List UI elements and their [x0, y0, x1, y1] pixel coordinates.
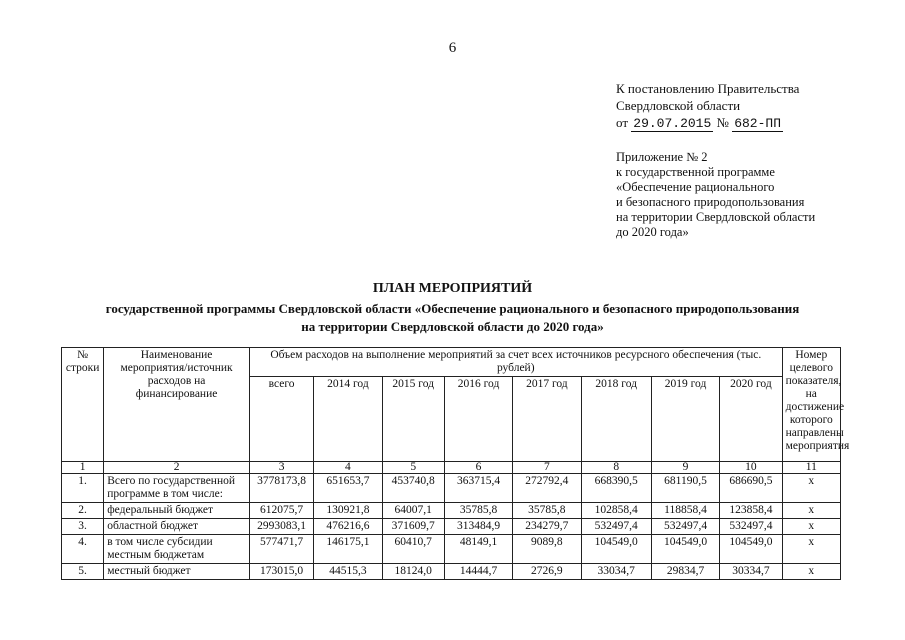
row-value: 104549,0 — [651, 535, 719, 564]
table-row — [62, 474, 841, 503]
row-value: 3778173,8 — [249, 474, 313, 503]
row-value: 123858,4 — [720, 503, 782, 519]
page-number: 6 — [448, 40, 457, 56]
row-target: x — [782, 564, 840, 580]
row-target: x — [782, 535, 840, 564]
column-index: 11 — [782, 462, 840, 474]
row-value: 612075,7 — [249, 503, 313, 519]
table-row — [62, 519, 841, 535]
activities-plan-table — [61, 347, 850, 580]
decree-reference — [616, 80, 799, 132]
row-value: 173015,0 — [249, 564, 313, 580]
row-value: 130921,8 — [314, 503, 382, 519]
decree-line: К постановлению Правительства — [616, 81, 800, 96]
row-target: x — [782, 519, 840, 535]
row-value: 371609,7 — [382, 519, 444, 535]
column-index: 10 — [720, 462, 782, 474]
document-subtitle — [80, 300, 825, 336]
row-number: 5. — [62, 564, 104, 580]
row-value: 35785,8 — [444, 503, 512, 519]
header-year: 2017 год — [513, 377, 581, 462]
row-number: 3. — [62, 519, 104, 535]
appendix-line: на территории Свердловской области — [616, 210, 816, 224]
row-number: 2. — [62, 503, 104, 519]
row-target: x — [782, 474, 840, 503]
row-value: 532497,4 — [651, 519, 719, 535]
row-value: 532497,4 — [720, 519, 782, 535]
row-name: областной бюджет — [104, 519, 250, 535]
row-value: 577471,7 — [249, 535, 313, 564]
row-value: 2993083,1 — [249, 519, 313, 535]
row-value: 14444,7 — [444, 564, 512, 580]
row-value: 48149,1 — [444, 535, 512, 564]
column-index: 8 — [581, 462, 651, 474]
row-value: 30334,7 — [720, 564, 782, 580]
row-target: x — [782, 503, 840, 519]
row-value: 313484,9 — [444, 519, 512, 535]
column-index: 3 — [249, 462, 313, 474]
row-value: 102858,4 — [581, 503, 651, 519]
row-value: 60410,7 — [382, 535, 444, 564]
header-year: 2019 год — [651, 377, 719, 462]
appendix-line: Приложение № 2 — [616, 150, 708, 164]
row-name: федеральный бюджет — [104, 503, 250, 519]
column-index: 2 — [104, 462, 250, 474]
header-year: 2018 год — [581, 377, 651, 462]
appendix-line: и безопасного природопользования — [616, 195, 805, 209]
decree-line: Свердловской области — [616, 98, 741, 113]
number-prefix: № — [716, 115, 729, 130]
row-value: 146175,1 — [314, 535, 382, 564]
subtitle-line: государственной программы Свердловской области «Обеспечение рационального и безопасного природопользования — [105, 301, 800, 316]
row-value: 104549,0 — [720, 535, 782, 564]
row-value: 681190,5 — [651, 474, 719, 503]
row-value: 686690,5 — [720, 474, 782, 503]
row-value: 64007,1 — [382, 503, 444, 519]
column-index: 6 — [444, 462, 512, 474]
table-row — [62, 535, 841, 564]
row-value: 9089,8 — [513, 535, 581, 564]
column-index: 4 — [314, 462, 382, 474]
appendix-line: «Обеспечение рационального — [616, 180, 775, 194]
header-activity-name: Наименование мероприятия/источник расходов на финансирование — [104, 348, 250, 462]
header-row-number: № строки — [62, 348, 104, 462]
row-name: местный бюджет — [104, 564, 250, 580]
appendix-line: до 2020 года» — [616, 225, 689, 239]
header-year: 2016 год — [444, 377, 512, 462]
column-index: 9 — [651, 462, 719, 474]
row-value: 18124,0 — [382, 564, 444, 580]
subtitle-line: на территории Свердловской области до 2020 года» — [301, 319, 604, 334]
row-value: 272792,4 — [513, 474, 581, 503]
appendix-line: к государственной программе — [616, 165, 775, 179]
row-value: 234279,7 — [513, 519, 581, 535]
row-value: 118858,4 — [651, 503, 719, 519]
column-index: 1 — [62, 462, 104, 474]
row-number: 1. — [62, 474, 104, 503]
column-index: 5 — [382, 462, 444, 474]
table-row — [62, 564, 841, 580]
header-year: 2020 год — [720, 377, 782, 462]
row-value: 33034,7 — [581, 564, 651, 580]
column-index-row — [62, 462, 841, 474]
row-name: в том числе субсидии местным бюджетам — [104, 535, 250, 564]
row-value: 453740,8 — [382, 474, 444, 503]
row-value: 476216,6 — [314, 519, 382, 535]
row-value: 29834,7 — [651, 564, 719, 580]
appendix-note — [616, 150, 815, 240]
document-title: ПЛАН МЕРОПРИЯТИЙ — [372, 281, 533, 296]
row-value: 104549,0 — [581, 535, 651, 564]
row-value: 532497,4 — [581, 519, 651, 535]
row-value: 651653,7 — [314, 474, 382, 503]
table-row — [62, 503, 841, 519]
row-value: 35785,8 — [513, 503, 581, 519]
row-value: 668390,5 — [581, 474, 651, 503]
row-number: 4. — [62, 535, 104, 564]
row-value: 2726,9 — [513, 564, 581, 580]
header-expenses-group: Объем расходов на выполнение мероприятий за счет всех источников ресурсного обеспечения (тыс. рублей) — [249, 348, 782, 377]
decree-number: 682-ПП — [734, 116, 781, 131]
header-year: 2015 год — [382, 377, 444, 462]
decree-date-line — [616, 114, 799, 132]
row-name: Всего по государственной программе в том числе: — [104, 474, 250, 503]
row-value: 363715,4 — [444, 474, 512, 503]
date-prefix: от — [616, 115, 629, 130]
column-index: 7 — [513, 462, 581, 474]
header-year: 2014 год — [314, 377, 382, 462]
row-value: 44515,3 — [314, 564, 382, 580]
decree-date: 29.07.2015 — [633, 116, 712, 131]
header-year: всего — [249, 377, 313, 462]
header-target-indicator: Номер целевого показателя, на достижение которого направлены мероприятия — [782, 348, 840, 462]
